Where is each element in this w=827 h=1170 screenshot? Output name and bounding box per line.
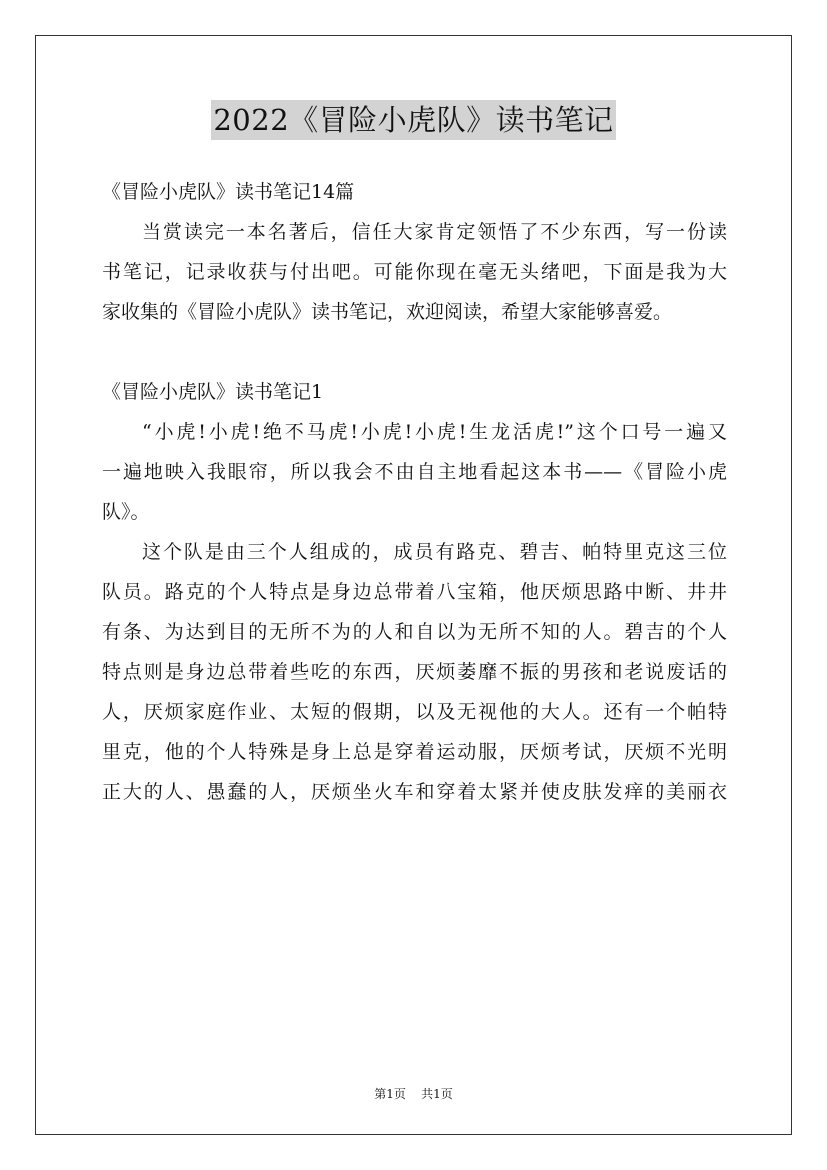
intro-line: 当赏读完一本名著后，信任大家肯定领悟了不少东西，写一份读 (142, 221, 727, 243)
intro-line: 家收集的《冒险小虎队》读书笔记，欢迎阅读，希望大家能够喜爱。 (102, 301, 673, 323)
subtitle: 《冒险小虎队》读书笔记14篇 (102, 181, 355, 203)
intro-line: 书笔记，记录收获与付出吧。可能你现在毫无头绪吧，下面是我为大 (102, 261, 727, 283)
paragraph-line: 这个队是由三个人组成的，成员有路克、碧吉、帕特里克这三位 (142, 541, 727, 563)
paragraph-line: 一遍地映入我眼帘，所以我会不由自主地看起这本书——《冒险小虎 (102, 461, 727, 483)
page-footer (0, 1085, 827, 1102)
title-container (0, 100, 827, 140)
blank-line (102, 332, 727, 372)
paragraph-line: 有条、为达到目的无所不为的人和自以为无所不知的人。碧吉的个人 (102, 621, 727, 643)
page-number: 第1页 (374, 1087, 406, 1101)
paragraph-line: “小虎!小虎!绝不马虎!小虎!小虎!生龙活虎!”这个口号一遍又 (142, 421, 727, 443)
document-body (102, 172, 727, 812)
total-pages: 共1页 (421, 1087, 453, 1101)
paragraph-line: 特点则是身边总带着些吃的东西，厌烦萎靡不振的男孩和老说废话的 (102, 661, 727, 683)
paragraph-line: 人，厌烦家庭作业、太短的假期，以及无视他的大人。还有一个帕特 (102, 701, 727, 723)
page-title: 2022《冒险小虎队》读书笔记 (211, 100, 615, 140)
paragraph-line: 里克，他的个人特殊是身上总是穿着运动服，厌烦考试，厌烦不光明 (102, 741, 727, 763)
paragraph-line: 正大的人、愚蠢的人，厌烦坐火车和穿着太紧并使皮肤发痒的美丽衣 (102, 781, 727, 803)
paragraph-line: 队》。 (102, 501, 150, 523)
section-heading: 《冒险小虎队》读书笔记1 (102, 381, 324, 403)
paragraph-line: 队员。路克的个人特点是身边总带着八宝箱，他厌烦思路中断、井井 (102, 581, 727, 603)
